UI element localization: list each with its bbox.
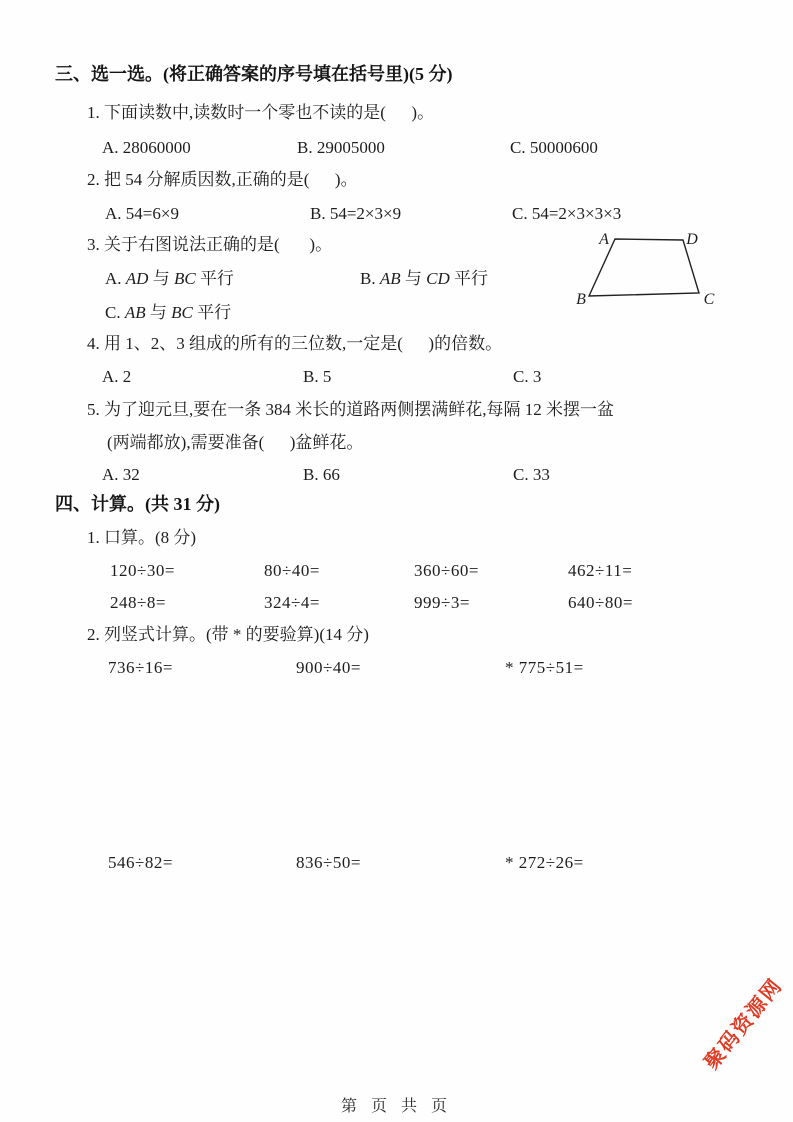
option-tail: 平行 xyxy=(192,303,232,322)
option-conjunction: 与 xyxy=(148,269,174,288)
vertex-label-d: D xyxy=(686,231,698,248)
question-3-text: 3. 关于右图说法正确的是( )。 xyxy=(87,235,333,254)
question-3-option-b xyxy=(360,268,488,289)
vertical-expression: * 272÷26= xyxy=(505,853,584,872)
option-label: A. xyxy=(105,269,126,288)
question-4-option-a: A. 2 xyxy=(102,367,132,386)
question-1-text: 1. 下面读数中,读数时一个零也不读的是( )。 xyxy=(87,103,435,122)
vertical-calc-label: 2. 列竖式计算。(带 * 的要验算)(14 分) xyxy=(87,625,369,644)
watermark: 聚码资源网 xyxy=(700,974,788,1074)
question-3-option-a xyxy=(105,268,234,289)
segment-name: BC xyxy=(173,269,196,288)
section-calc-heading: 四、计算。(共 31 分) xyxy=(55,494,220,514)
trapezoid-figure xyxy=(568,220,723,310)
oral-expression: 640÷80= xyxy=(568,593,633,612)
option-conjunction: 与 xyxy=(400,269,427,288)
option-tail: 平行 xyxy=(195,269,234,288)
option-tail: 平行 xyxy=(449,269,488,288)
question-4-option-b: B. 5 xyxy=(303,367,332,386)
question-5-option-b: B. 66 xyxy=(303,465,340,484)
oral-expression: 248÷8= xyxy=(110,593,166,612)
segment-name: CD xyxy=(426,269,450,288)
oral-calc-label: 1. 口算。(8 分) xyxy=(87,528,197,547)
question-5-option-a: A. 32 xyxy=(102,465,140,484)
question-2-option-b: B. 54=2×3×9 xyxy=(310,204,402,223)
question-5-line1: 5. 为了迎元旦,要在一条 384 米长的道路两侧摆满鲜花,每隔 12 米摆一盆 xyxy=(87,400,614,419)
option-label: C. xyxy=(105,303,125,322)
vertex-label-c: C xyxy=(703,291,715,308)
question-3-option-c xyxy=(105,302,231,323)
vertex-label-a: A xyxy=(599,231,609,248)
vertical-expression: 836÷50= xyxy=(296,853,361,872)
oral-expression: 80÷40= xyxy=(264,561,320,580)
oral-expression: 462÷11= xyxy=(568,561,633,580)
segment-name: AB xyxy=(124,303,146,322)
oral-expression: 324÷4= xyxy=(264,593,320,612)
vertex-label-b: B xyxy=(576,291,586,308)
question-5-line2: (两端都放),需要准备( )盆鲜花。 xyxy=(107,433,364,452)
question-1-option-a: A. 28060000 xyxy=(102,138,191,157)
question-5-option-c: C. 33 xyxy=(513,465,550,484)
section-choice-heading: 三、选一选。(将正确答案的序号填在括号里)(5 分) xyxy=(55,64,453,84)
oral-expression: 120÷30= xyxy=(110,561,175,580)
segment-name: BC xyxy=(171,303,193,322)
question-2-text: 2. 把 54 分解质因数,正确的是( )。 xyxy=(87,170,358,189)
question-2-option-a: A. 54=6×9 xyxy=(105,204,179,223)
vertical-expression: 736÷16= xyxy=(108,658,173,677)
oral-expression: 999÷3= xyxy=(414,593,470,612)
segment-name: AD xyxy=(125,269,149,288)
question-1-option-b: B. 29005000 xyxy=(297,138,385,157)
oral-expression: 360÷60= xyxy=(414,561,479,580)
question-1-option-c: C. 50000600 xyxy=(510,138,598,157)
question-2-option-c: C. 54=2×3×3×3 xyxy=(512,204,622,223)
vertical-expression: 900÷40= xyxy=(296,658,361,677)
vertical-expression: * 775÷51= xyxy=(505,658,584,677)
question-4-option-c: C. 3 xyxy=(513,367,542,386)
segment-name: AB xyxy=(379,269,401,288)
vertical-expression: 546÷82= xyxy=(108,853,173,872)
option-conjunction: 与 xyxy=(145,303,172,322)
page-footer: 第 页 共 页 xyxy=(340,1098,452,1115)
option-label: B. xyxy=(360,269,380,288)
question-4-text: 4. 用 1、2、3 组成的所有的三位数,一定是( )的倍数。 xyxy=(87,334,503,353)
